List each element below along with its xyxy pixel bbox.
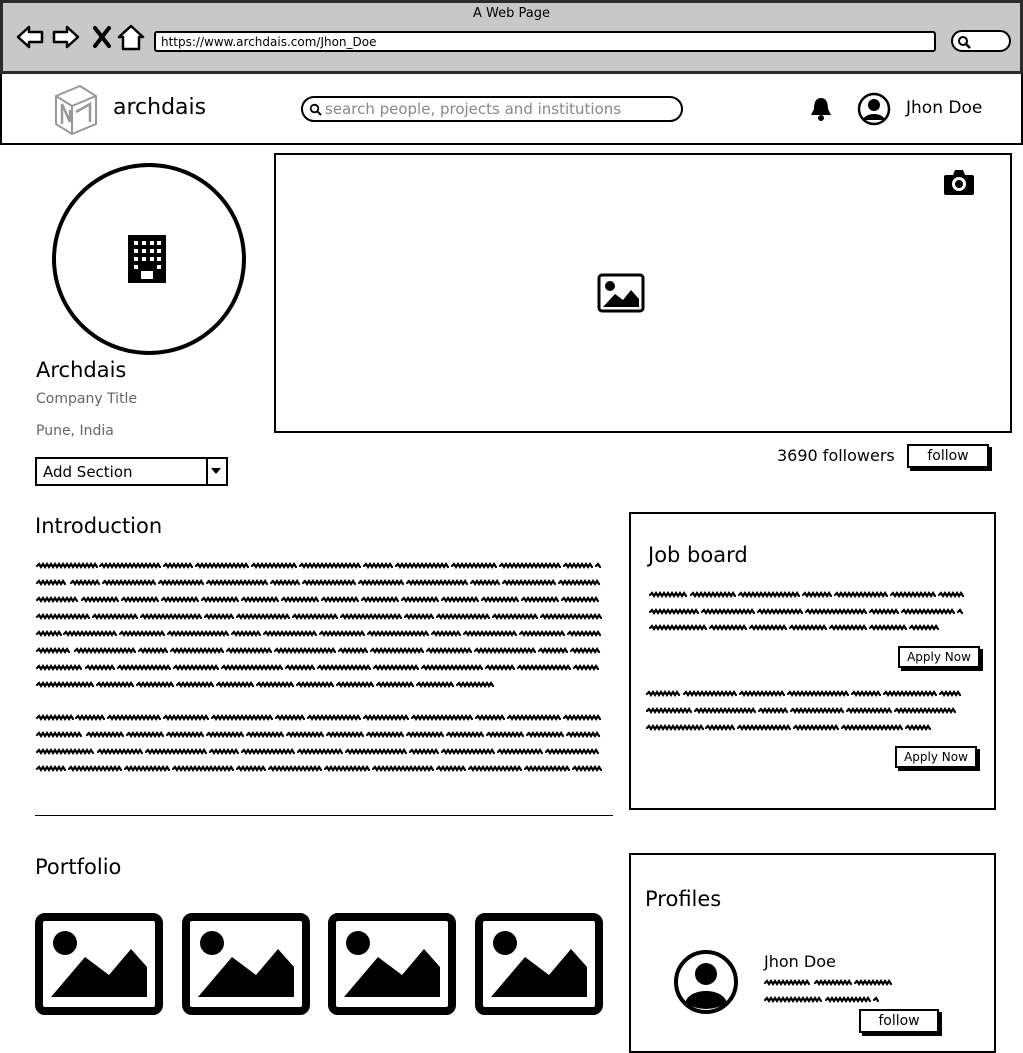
image-icon [35,913,163,1015]
follow-button[interactable]: follow [907,444,989,468]
followers-count: 3690 followers [777,446,895,465]
apply-now-button[interactable]: Apply Now [898,646,980,668]
apply-now-button[interactable]: Apply Now [895,746,977,768]
image-icon [182,913,310,1015]
company-title: Company Title [36,391,138,407]
profile-name[interactable]: Jhon Doe [764,952,836,971]
window-title: A Web Page [473,6,550,21]
profiles-title: Profiles [645,887,722,911]
portfolio-item[interactable] [328,913,456,1015]
url-bar[interactable]: https://www.archdais.com/Jhon_Doe [154,31,936,52]
company-name: Archdais [36,358,127,382]
user-icon[interactable] [673,949,739,1015]
header-user-name[interactable]: Jhon Doe [906,98,983,118]
image-icon [328,913,456,1015]
portfolio-item[interactable] [35,913,163,1015]
job-board-title: Job board [648,543,748,567]
company-location: Pune, India [36,423,114,439]
portfolio-item[interactable] [182,913,310,1015]
profile-follow-button[interactable]: follow [859,1009,939,1033]
portfolio-item[interactable] [475,913,603,1015]
add-section-label: Add Section [43,463,133,481]
brand-name[interactable]: archdais [113,95,207,120]
introduction-title: Introduction [35,514,163,538]
portfolio-title: Portfolio [35,855,122,879]
image-icon [475,913,603,1015]
section-divider [35,815,613,816]
